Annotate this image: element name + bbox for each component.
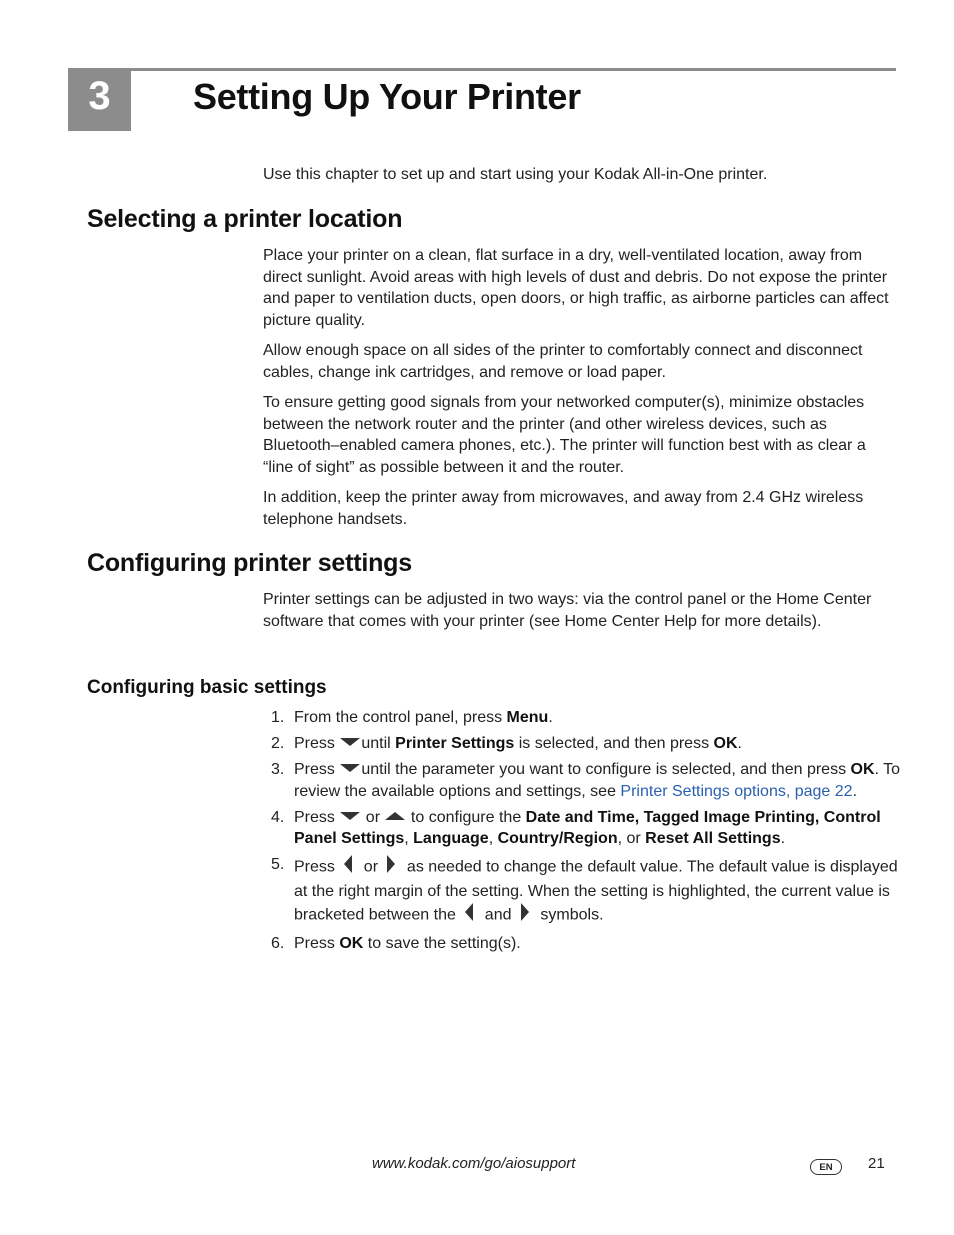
step-3 [263,759,903,802]
steps-list [263,707,903,959]
chapter-number: 3 [68,68,131,131]
country-region-label: Country/Region [497,830,618,848]
chapter-title: Setting Up Your Printer [193,76,581,117]
step-text: . [548,709,553,726]
step-text: , [404,830,414,848]
left-arrow-icon [460,902,480,929]
step-text: , [488,830,498,848]
step-1 [263,707,903,729]
location-paragraph-4: In addition, keep the printer away from microwaves, and away from 2.4 GHz wireless telephone handsets. [263,489,864,528]
step-text: or [361,808,385,826]
down-arrow-icon [339,733,361,755]
chapter-intro: Use this chapter to set up and start using your Kodak All-in-One printer. [263,166,768,183]
step-text: is selected, and then press [514,735,714,752]
step-text: to save the setting(s). [363,935,521,953]
language-label: Language [413,830,489,848]
ok-button-label: OK [339,935,364,953]
step-text: until the parameter you want to configure is selected, and then press [361,761,851,779]
step-text: . [780,830,786,848]
down-arrow-icon [339,807,361,829]
ok-button-label: OK [850,761,875,779]
step-number: 1. [271,709,285,726]
right-arrow-icon [382,854,402,881]
location-paragraph-3: To ensure getting good signals from your networked computer(s), minimize obstacles between the network router and the printer (and other wireless devices, such as Bluetooth–enabled camera phones, etc.). The printer will function best with as clear a “line of sight” as possible between it and the router. [263,394,866,476]
printer-settings-label: Printer Settings [395,735,515,752]
up-arrow-icon [384,807,406,829]
step-text: symbols. [535,906,604,924]
menu-button-label: Menu [506,709,549,726]
step-6 [263,933,903,955]
heading-selecting-location: Selecting a printer location [87,205,403,233]
ok-button-label: OK [713,735,738,752]
step-text: to configure the [406,808,526,826]
heading-configuring-settings: Configuring printer settings [87,549,412,577]
step-text: Press [294,735,340,752]
step-text: . [852,782,858,800]
step-text: . To review the available options and settings, see [294,761,901,800]
down-arrow-icon [339,759,361,781]
left-arrow-icon [339,854,359,881]
step-number: 4. [271,808,285,826]
step-number: 6. [271,935,285,953]
step-text: and [480,906,516,924]
step-4 [263,807,903,850]
step-2 [263,733,903,755]
step-number: 2. [271,735,285,752]
step-number: 3. [271,761,285,779]
language-badge: EN [810,1159,842,1175]
step-text: Press [294,761,340,779]
step-5 [263,854,903,929]
step-text: or [359,858,383,876]
settings-paragraph: Printer settings can be adjusted in two ways: via the control panel or the Home Center software that comes with your printer (see Home Center Help for more details). [263,591,872,630]
step-text: From the control panel, press [294,709,507,726]
step-text: Press [294,935,340,953]
footer-support-url[interactable]: www.kodak.com/go/aiosupport [372,1155,576,1172]
location-paragraph-2: Allow enough space on all sides of the printer to comfortably connect and disconnect cables, change ink cartridges, and remove or load paper. [263,342,863,381]
page-number: 21 [868,1155,885,1172]
step-text: as needed to change the default value. The default value is displayed at the right margin of the setting. When the setting is highlighted, the current value is bracketed between the [294,858,898,924]
setting-names: Date and Time, Tagged Image Printing, Control Panel Settings [294,808,881,848]
step-text: Press [294,858,340,876]
top-rule [68,68,896,71]
right-arrow-icon [516,902,536,929]
step-text: , or [617,830,646,848]
printer-settings-options-link[interactable]: Printer Settings options, page 22 [620,782,853,800]
reset-all-settings-label: Reset All Settings [645,830,781,848]
heading-basic-settings: Configuring basic settings [87,677,327,698]
step-text: . [737,735,742,752]
step-number: 5. [271,856,285,874]
location-paragraph-1: Place your printer on a clean, flat surface in a dry, well-ventilated location, away from direct sunlight. Avoid areas with high levels of dust and debris. Do not expose the printer and paper to ventilation ducts, open doors, or high traffic, as airborne particles can affect picture quality. [263,247,889,329]
step-text: Press [294,808,340,826]
step-text: until [361,735,396,752]
